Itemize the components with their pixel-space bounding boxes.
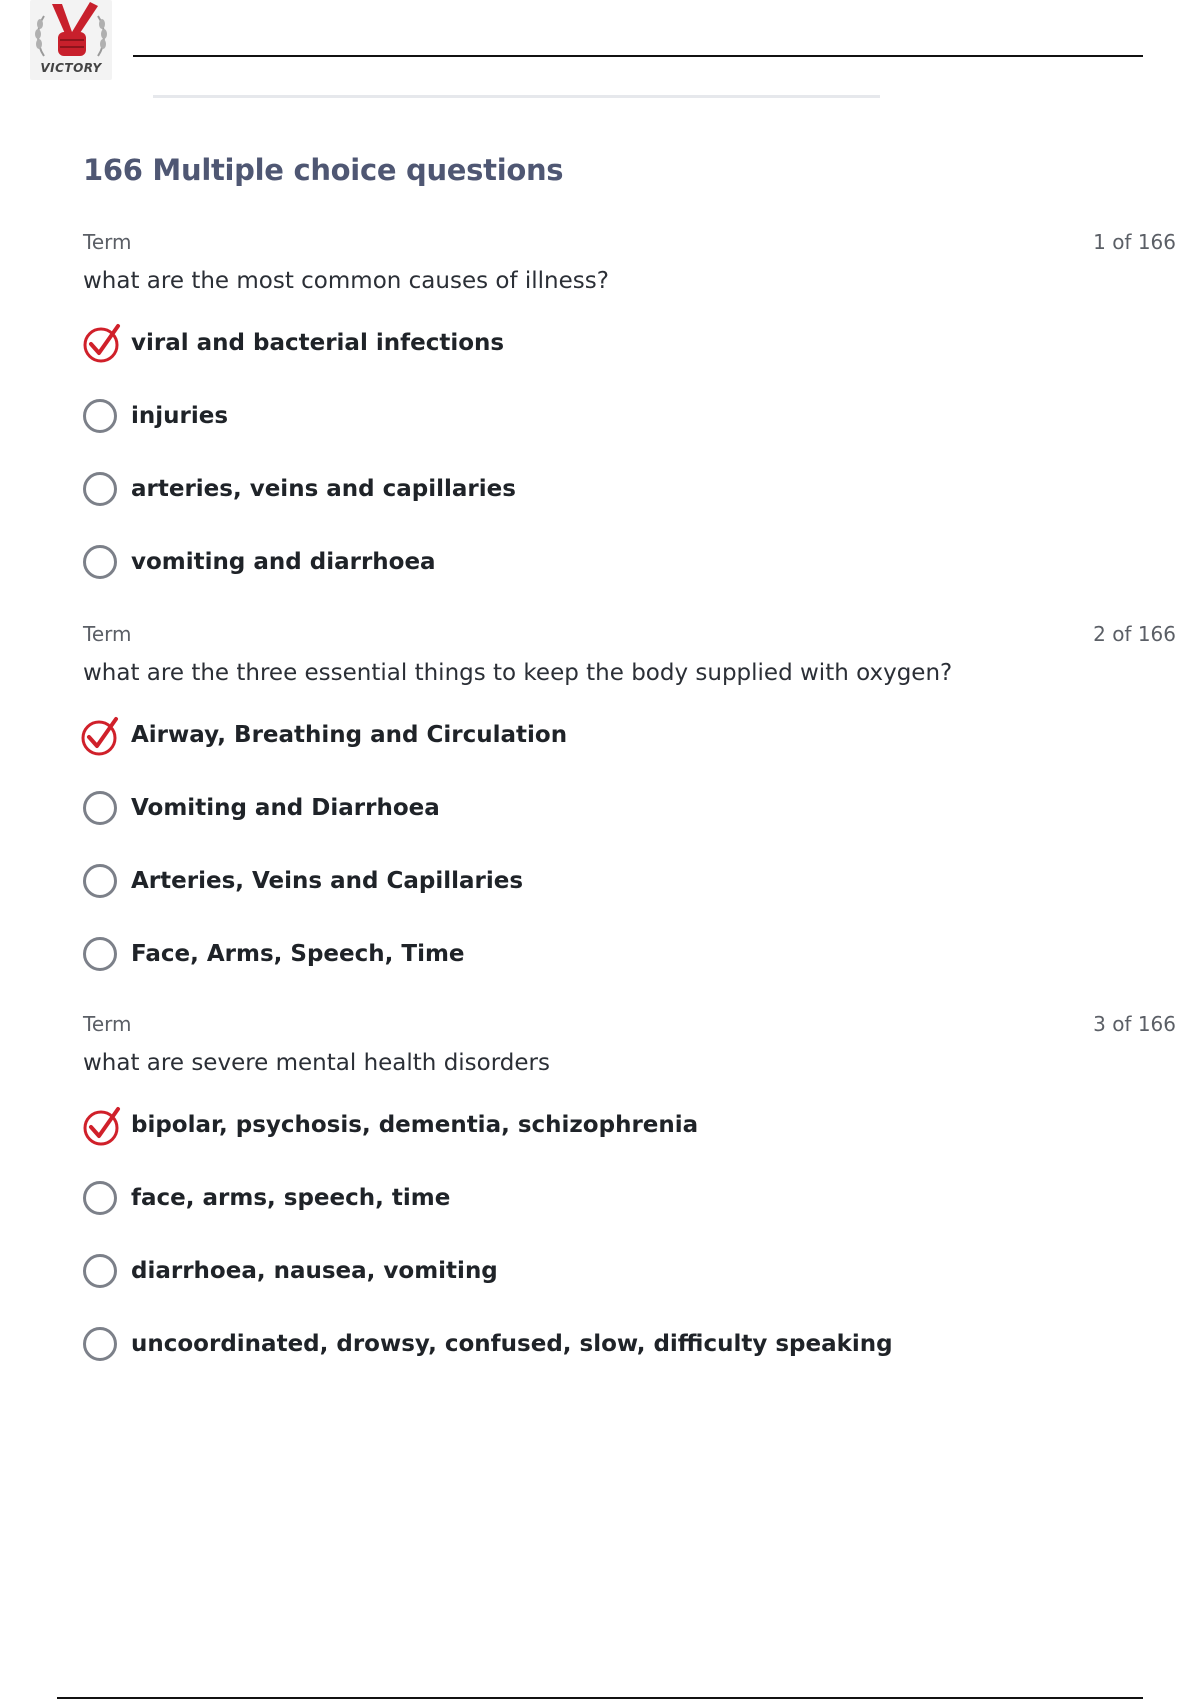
question-counter: 1 of 166 bbox=[1093, 230, 1176, 254]
page-title: 166 Multiple choice questions bbox=[83, 153, 564, 187]
question-text: what are severe mental health disorders bbox=[83, 1050, 550, 1076]
victory-logo bbox=[30, 0, 112, 80]
option-label: diarrhoea, nausea, vomiting bbox=[131, 1258, 498, 1284]
option-label: viral and bacterial infections bbox=[131, 330, 505, 356]
answer-option[interactable] bbox=[80, 714, 980, 758]
checked-answer-icon bbox=[80, 322, 122, 364]
option-label: bipolar, psychosis, dementia, schizophrenia bbox=[131, 1112, 699, 1138]
question-card bbox=[0, 1012, 1200, 1382]
logo-text: VICTORY bbox=[40, 61, 102, 75]
option-label: uncoordinated, drowsy, confused, slow, difficulty speaking bbox=[131, 1331, 893, 1357]
term-label: Term bbox=[83, 1012, 132, 1036]
term-label: Term bbox=[83, 622, 132, 646]
option-label: injuries bbox=[131, 403, 229, 429]
option-label: vomiting and diarrhoea bbox=[131, 549, 436, 575]
answer-option[interactable] bbox=[80, 468, 980, 512]
answer-option[interactable] bbox=[80, 933, 980, 977]
option-label: Face, Arms, Speech, Time bbox=[131, 941, 465, 967]
subheader-divider bbox=[153, 95, 880, 98]
question-text: what are the three essential things to keep the body supplied with oxygen? bbox=[83, 660, 953, 686]
question-counter: 2 of 166 bbox=[1093, 622, 1176, 646]
answer-option[interactable] bbox=[80, 541, 980, 585]
victory-hand-icon bbox=[30, 0, 112, 62]
footer-divider bbox=[57, 1697, 1143, 1699]
question-card bbox=[0, 622, 1200, 992]
radio-button[interactable] bbox=[83, 545, 117, 579]
radio-button[interactable] bbox=[83, 864, 117, 898]
radio-button[interactable] bbox=[83, 1327, 117, 1361]
option-label: Arteries, Veins and Capillaries bbox=[131, 868, 524, 894]
question-text: what are the most common causes of illness? bbox=[83, 268, 609, 294]
question-card bbox=[0, 230, 1200, 600]
answer-option[interactable] bbox=[80, 860, 980, 904]
radio-button[interactable] bbox=[83, 937, 117, 971]
option-label: Vomiting and Diarrhoea bbox=[131, 795, 440, 821]
radio-button[interactable] bbox=[83, 1181, 117, 1215]
answer-option[interactable] bbox=[80, 395, 980, 439]
answer-option[interactable] bbox=[80, 1323, 980, 1367]
answer-option[interactable] bbox=[80, 1250, 980, 1294]
option-label: face, arms, speech, time bbox=[131, 1185, 451, 1211]
radio-button[interactable] bbox=[83, 791, 117, 825]
checked-answer-icon bbox=[80, 714, 122, 756]
answer-option[interactable] bbox=[80, 1177, 980, 1221]
checked-answer-icon bbox=[80, 1104, 122, 1146]
header-divider bbox=[133, 55, 1143, 57]
option-label: Airway, Breathing and Circulation bbox=[131, 722, 568, 748]
option-label: arteries, veins and capillaries bbox=[131, 476, 516, 502]
question-counter: 3 of 166 bbox=[1093, 1012, 1176, 1036]
radio-button[interactable] bbox=[83, 1254, 117, 1288]
answer-option[interactable] bbox=[80, 322, 980, 366]
radio-button[interactable] bbox=[83, 472, 117, 506]
answer-option[interactable] bbox=[80, 787, 980, 831]
radio-button[interactable] bbox=[83, 399, 117, 433]
answer-option[interactable] bbox=[80, 1104, 980, 1148]
term-label: Term bbox=[83, 230, 132, 254]
